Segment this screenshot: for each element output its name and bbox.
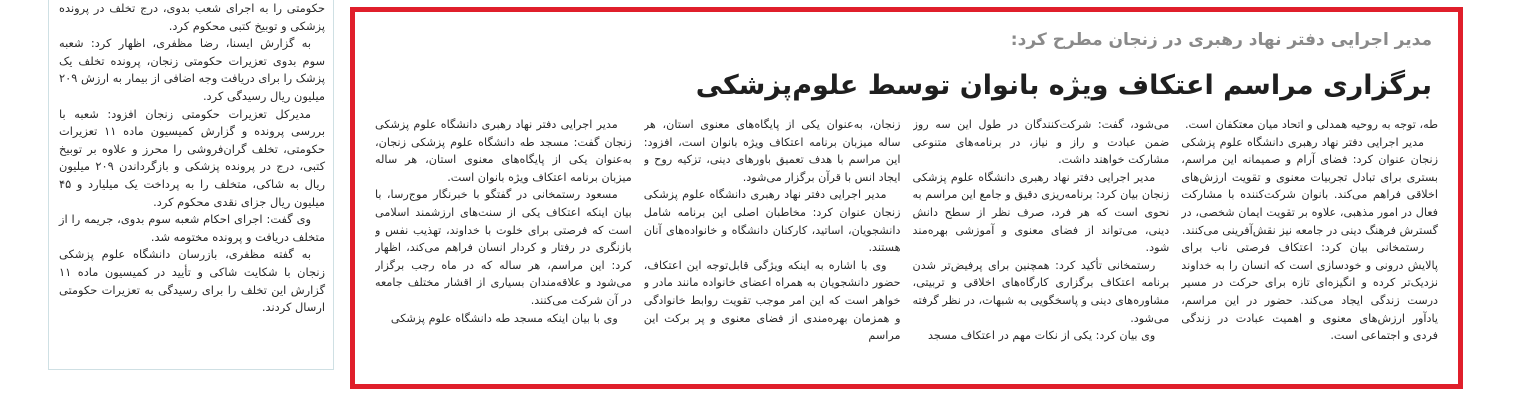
article-paragraph: می‌شود، گفت: شرکت‌کنندگان در طول این سه روز ضمن عبادت و راز و نیاز، در برنامه‌های متنوعی مشارکت خواهند داشت.	[912, 118, 1170, 167]
article-paragraph: مدیر اجرایی دفتر نهاد رهبری دانشگاه علوم پزشکی زنجان عنوان کرد: فضای آرام و صمیمانه این مراسم، بستری برای تبادل تجربیات معنوی و تقویت ارزش‌های اخلاقی فراهم می‌کند. بانوان شرکت‌کننده با مشارکت فعال در امور مذهبی، علاوه بر تقویت ایمان شخصی، در گسترش فرهنگ دینی در جامعه نیز نقش‌آفرینی می‌کنند.	[1181, 135, 1438, 237]
article-column-4	[1181, 116, 1438, 382]
side-paragraph: مدیرکل تعزیرات حکومتی زنجان افزود: شعبه با بررسی پرونده و گزارش کمیسیون ماده ۱۱ تعزیرات حکومتی، تخلف گران‌فروشی را محرز و علاوه بر توبیخ کتبی، درج در پرونده پزشکی و بازگرداندن ۲۰۹ میلیون ریال به شاکی، متخلف را به پرداخت یک میلیارد و ۴۵ میلیون ریال جزای نقدی محکوم کرد.	[59, 106, 325, 209]
article-kicker: مدیر اجرایی دفتر نهاد رهبری در زنجان مطرح کرد:	[1010, 30, 1432, 50]
article-paragraph: زنجان، به‌عنوان یکی از پایگاه‌های معنوی استان، هر ساله میزبان برنامه اعتکاف ویژه بانوان است، افزود: این مراسم با هدف تعمیق باورهای دینی، تزکیه روح و ایجاد انس با قرآن برگزار می‌شود.	[643, 118, 901, 184]
article-paragraph: مدیر اجرایی دفتر نهاد رهبری دانشگاه علوم پزشکی زنجان عنوان کرد: مخاطبان اصلی این برنامه شامل دانشجویان، اساتید، کارکنان دانشگاه و خانواده‌های آنان هستند.	[643, 188, 901, 255]
article-column-1	[375, 116, 632, 382]
article-columns	[375, 116, 1438, 382]
article-headline: برگزاری مراسم اعتکاف ویژه بانوان توسط علوم‌پزشکی	[695, 70, 1432, 101]
side-paragraph: به گزارش ایسنا، رضا مظفری، اظهار کرد: شعبه سوم بدوی تعزیرات حکومتی زنجان، پرونده تخلف یک پزشک را برای دریافت وجه اضافی از بیمار به ارزش ۲۰۹ میلیون ریال رسیدگی کرد.	[59, 36, 325, 103]
article-paragraph: رستمخانی تأکید کرد: همچنین برای پرفیض‌تر شدن برنامه اعتکاف برگزاری کارگاه‌های اخلاقی و تربیتی، مشاوره‌های دینی و پاسخگویی به شبهات، در نظر گرفته می‌شود.	[912, 258, 1170, 325]
article-paragraph: مسعود رستمخانی در گفتگو با خبرنگار موج‌رسا، با بیان اینکه اعتکاف یکی از سنت‌های ارزشمند اسلامی است که فرصتی برای خلوت با خداوند، تهذیب نفس و بازنگری در رفتار و کردار انسان فراهم می‌کند، اظهار کرد: این مراسم، هر ساله که در ماه رجب برگزار می‌شود و علاقه‌مندان بسیاری از اقشار مختلف جامعه در آن شرکت می‌کنند.	[375, 188, 632, 307]
side-paragraph: حکومتی را به اجرای شعب بدوی، درج تخلف در پرونده پزشکی و توبیخ کتبی محکوم کرد.	[59, 1, 325, 33]
side-paragraph: وی گفت: اجرای احکام شعبه سوم بدوی، جریمه را از متخلف دریافت و پرونده مختومه شد.	[59, 212, 325, 244]
article-paragraph: مدیر اجرایی دفتر نهاد رهبری دانشگاه علوم پزشکی زنجان گفت: مسجد طه دانشگاه علوم پزشکی زنجان، به‌عنوان یکی از پایگاه‌های معنوی استان، هر ساله میزبان برنامه اعتکاف ویژه بانوان است.	[375, 118, 632, 184]
article-paragraph: وی با اشاره به اینکه ویژگی قابل‌توجه این اعتکاف، حضور دانشجویان به همراه اعضای خانواده مانند مادر و خواهر است که این امر موجب تقویت روابط خانوادگی و همزمان بهره‌مندی از فضای معنوی و پر برکت این مراسم	[643, 258, 901, 343]
side-paragraph: به گفته مظفری، بازرسان دانشگاه علوم پزشکی زنجان با شکایت شاکی و تأیید در کمیسیون ماده ۱۱ گزارش این تخلف را برای رسیدگی به تعزیرات حکومتی ارسال کردند.	[59, 247, 325, 315]
article-column-2	[644, 116, 901, 382]
article-paragraph: طه، توجه به روحیه همدلی و اتحاد میان معتکفان است.	[1185, 118, 1438, 131]
article-paragraph: وی بیان کرد: یکی از نکات مهم در اعتکاف مسجد	[927, 329, 1156, 343]
article-column-3	[913, 116, 1170, 382]
article-paragraph: مدیر اجرایی دفتر نهاد رهبری دانشگاه علوم پزشکی زنجان بیان کرد: برنامه‌ریزی دقیق و جامع این مراسم به نحوی است که هر فرد، صرف نظر از سطح دانش دینی، می‌تواند از فضای معنوی و آموزشی بهره‌مند شود.	[912, 170, 1170, 255]
article-paragraph: رستمخانی بیان کرد: اعتکاف فرصتی ناب برای پالایش درونی و خودسازی است که انسان را به خداوند نزدیک‌تر کرده و انگیزه‌ای تازه برای حرکت در مسیر درست زندگی ایجاد می‌کند. حضور در این مراسم، یادآور ارزش‌های معنوی و اهمیت عبادت در زندگی فردی و اجتماعی است.	[1181, 241, 1438, 343]
side-article	[48, 0, 334, 370]
main-article-frame	[350, 7, 1463, 389]
article-paragraph: وی با بیان اینکه مسجد طه دانشگاه علوم پزشکی	[390, 311, 618, 325]
